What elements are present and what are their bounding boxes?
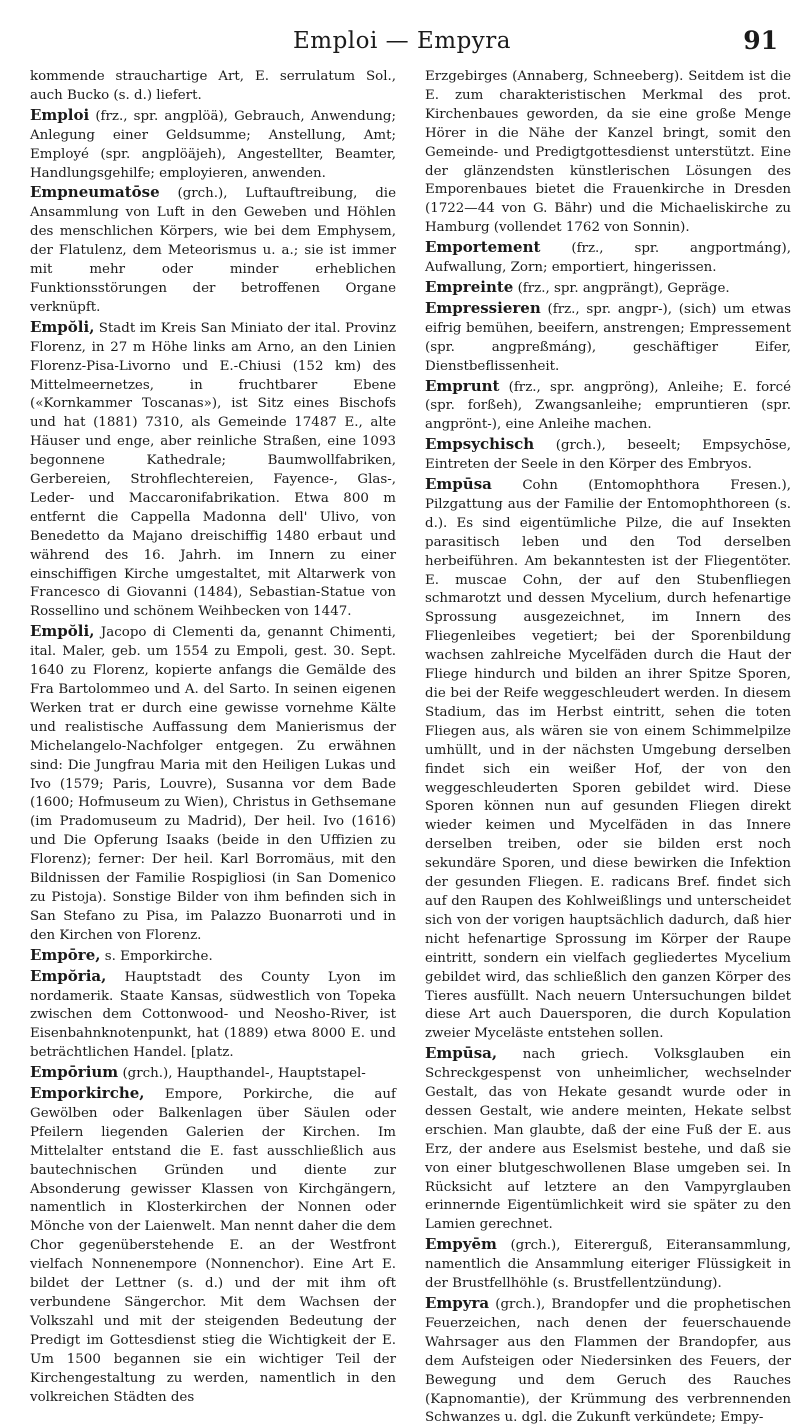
entry-headword: Empōre, bbox=[30, 945, 101, 964]
entry-headword: Empyēm bbox=[425, 1235, 497, 1254]
entry-text: (grch.), Haupthandel-, Hauptstapel- bbox=[118, 1066, 366, 1082]
entry-text: Hauptstadt des County Lyon im nordamerik. Staate Kansas, südwestlich von Topeka zwischen dem Cottonwood- und Neosho-River, ist Eisenbahnknotenpunkt, hat (1889) etwa 8000 E. und beträchtlichen Handel. [platz. bbox=[30, 969, 396, 1061]
dictionary-entry bbox=[30, 318, 396, 623]
dictionary-entry bbox=[425, 435, 791, 475]
entry-headword: Empreinte bbox=[425, 277, 514, 296]
entry-headword: Emportement bbox=[425, 238, 541, 257]
page-header bbox=[24, 24, 780, 58]
dictionary-entry bbox=[425, 475, 791, 1044]
dictionary-entry bbox=[425, 1235, 791, 1294]
dictionary-entry bbox=[425, 278, 791, 299]
entry-text: (grch.), Brandopfer und die prophetischen Feuerzeichen, nach denen der feuerschauende Wahrsager aus den Flammen der Brandopfer, aus dem Aufsteigen oder Niedersinken des Feuers, der Bewegung und dem Geruch des Rauches (Kapnomantie), der Krümmung des verbrennenden Schwanzes u. dgl. die Zukunft verkündete; Empy- bbox=[425, 1297, 791, 1426]
entry-headword: Empyra bbox=[425, 1294, 490, 1312]
entry-headword: Empressieren bbox=[425, 298, 541, 317]
entry-headword: Emporkirche, bbox=[30, 1084, 145, 1103]
dictionary-entry bbox=[30, 183, 396, 317]
left-column bbox=[30, 66, 396, 1405]
entry-text: (frz., spr. angprängt), Gepräge. bbox=[513, 280, 730, 296]
dictionary-entry bbox=[425, 377, 791, 436]
entry-text: (grch.), Eitererguß, Eiteransammlung, namentlich die Ansammlung eiteriger Flüssigkeit in der Brustfellhöhle (s. Brustfellentzündung). bbox=[425, 1238, 791, 1292]
right-column bbox=[425, 66, 791, 1426]
entry-text: (grch.), Luftauftreibung, die Ansammlung von Luft in den Geweben und Höhlen des menschlichen Körpers, wie bei dem Emphysem, der Flatulenz, dem Meteorismus u. a.; sie ist immer mit mehr oder minder erheblichen Funktionsstörungen der betroffenen Organe verknüpft. bbox=[30, 186, 396, 315]
entry-text: Empore, Porkirche, die auf Gewölben oder Balkenlagen über Säulen oder Pfeilern liegenden Galerien der Kirchen. Im Mittelalter entstand die E. fast ausschließlich aus bautechnischen Gründen und diente zur Absonderung gewisser Klassen von Kirchgängern, namentlich in Klosterkirchen der Nonnen oder Mönche von der Laienwelt. Man nennt daher die dem Chor gegenüberstehende E. an der Westfront vielfach Nonnenempore (Nonnenchor). Eine Art E. bildet der Lettner (s. d.) und der mit ihm oft verbundene Sängerchor. Mit dem Wachsen der Volkszahl und mit der steigenden Bedeutung der Predigt im Gottesdienst stieg die Wichtigkeit der E. Um 1500 begannen sie ein wichtiger Teil der Kirchengestaltung zu werden, namentlich in den volkreichen Städten des bbox=[30, 1087, 396, 1405]
dictionary-entry bbox=[30, 66, 396, 106]
entry-text: (frz., spr. angpröng), Anleihe; E. forcé (spr. forßeh), Zwangsanleihe; empruntieren (spr. angprönt-), eine Anleihe machen. bbox=[425, 379, 791, 433]
dictionary-entry bbox=[425, 1294, 791, 1428]
dictionary-entry bbox=[30, 622, 396, 945]
entry-text: s. Emporkirche. bbox=[100, 948, 213, 964]
entry-headword: Emploi bbox=[30, 105, 90, 124]
entry-text: Stadt im Kreis San Miniato der ital. Provinz Florenz, in 27 m Höhe links am Arno, an den Linien Florenz-Pisa-Livorno und E.-Chiusi (152 km) des Mittelmeernetzes, in fruchtbarer Ebene («Kornkammer Toscanas»), ist Sitz eines Bischofs und hat (1881) 7310, als Gemeinde 17487 E., alte Häuser und enge, aber reinliche Straßen, eine 1093 begonnene Kathedrale; Baumwollfabriken, Gerbereien, Strohflechtereien, Fayence-, Glas-, Leder- und Maccaronifabrikation. Etwa 800 m entfernt die Cappella Madonna dell' Ulivo, von Benedetto da Majano dreischiffig 1480 erbaut und während des 16. Jahrh. im Innern zu einer einschiffigen Kirche umgestaltet, mit Altarwerk von Francesco di Giovanni (1484), Sebastian-Statue von Rossellino und schönem Weihbecken von 1447. bbox=[30, 320, 396, 620]
entry-text: Erzgebirges (Annaberg, Schneeberg). Seitdem ist die E. zum charakteristischen Merkmal des prot. Kirchenbaues geworden, da sie eine große Menge Hörer in die Nähe der Kanzel bringt, somit den Gemeinde- und Predigtgottesdienst unterstützt. Eine der glänzendsten künstlerischen Lösungen des Emporenbaues bietet die Frauenkirche in Dresden (1722—44 von G. Bähr) und die Michaeliskirche zu Hamburg (vollendet 1762 von Sonnin). bbox=[425, 69, 791, 236]
dictionary-entry bbox=[425, 238, 791, 278]
entry-headword: Empŏli, bbox=[30, 622, 95, 641]
dictionary-entry bbox=[30, 1084, 396, 1407]
column-divider bbox=[409, 66, 410, 1298]
dictionary-entry bbox=[30, 1063, 396, 1084]
entry-text: kommende strauchartige Art, E. serrulatum Sol., auch Bucko (s. d.) liefert. bbox=[30, 69, 396, 103]
entry-headword: Empŏli, bbox=[30, 317, 95, 336]
entry-text: (frz., spr. angplöä), Gebrauch, Anwendung; Anlegung einer Geldsumme; Anstellung, Amt; Employé (spr. angplöäjeh), Angestellter, Beamter, Handlungsgehilfe; employieren, anwenden. bbox=[30, 108, 396, 181]
entry-text: nach griech. Volksglauben ein Schreckgespenst von unheimlicher, wechselnder Gestalt, das von Hekate gesandt wurde oder in dessen Gestalt, wie andere meinten, Hekate selbst erschien. Man glaubte, daß der eine Fuß der E. aus Erz, der andere aus Eselsmist bestehe, und daß sie von einer blutgeschwollenen Blase umgeben sei. In Rücksicht auf letztere an den Vampyrglauben erinnernde Eigentümlichkeit wird sie später zu den Lamien gerechnet. bbox=[425, 1047, 791, 1233]
entry-text: (frz., spr. angportmáng), Aufwallung, Zorn; emportiert, hingerissen. bbox=[425, 241, 791, 276]
entry-text: Cohn (Entomophthora Fresen.), Pilzgattung aus der Familie der Entomophthoreen (s. d.). Es sind eigentümliche Pilze, die auf Insekten parasitisch leben und den Tod derselben herbeiführen. Am bekanntesten ist der Fliegentöter. E. muscae Cohn, der auf den Stubenfliegen schmarotzt und dessen Mycelium, durch hefenartige Sprossung ausgezeichnet, im Innern des Fliegenleibes vegetiert; bei der Sporenbildung wachsen zahlreiche Mycelfäden durch die Haut der Fliege hindurch und bilden an ihrer Spitze Sporen, die bei der Reife weggeschleudert werden. In diesem Stadium, das im Herbst eintritt, sehen die toten Fliegen aus, als wären sie von einem Schimmelpilze umhüllt, und in der nächsten Umgebung derselben findet sich ein weißer Hof, der von den weggeschleuderten Sporen gebildet wird. Diese Sporen können nun auf gesunden Fliegen direkt wieder keimen und Mycelfäden in das Innere derselben treiben, oder sie bilden erst noch sekundäre Sporen, und diese bewirken die Infektion der gesunden Fliegen. E. radicans Bref. findet sich auf den Raupen des Kohlweißlings und unterscheidet sich von der vorigen hauptsächlich dadurch, daß hier nicht hefenartige Sprossung im Körper der Raupe eintritt, sondern ein vielfach gegliedertes Mycelium gebildet wird, das schließlich den ganzen Körper des Tieres ausfüllt. Nach neuern Untersuchungen bildet diese Art auch Dauersporen, die durch Kopulation zweier Myceläste entstehen sollen. bbox=[425, 478, 791, 1042]
dictionary-entry bbox=[425, 299, 791, 377]
dictionary-entry bbox=[425, 1044, 791, 1235]
entry-headword: Empneumatōse bbox=[30, 183, 160, 202]
entry-text: Jacopo di Clementi da, genannt Chimenti, ital. Maler, geb. um 1554 zu Empoli, gest. 30. Sept. 1640 zu Florenz, kopierte anfangs die Gemälde des Fra Bartolommeo und A. del Sarto. In seinen eigenen Werken trat er durch eine gewisse vornehme Kälte und realistische Auffassung dem Manierismus der Michelangelo-Nachfolger entgegen. Zu erwähnen sind: Die Jungfrau Maria mit den Heiligen Lukas und Ivo (1579; Paris, Louvre), Susanna vor dem Bade (1600; Hofmuseum zu Wien), Christus in Gethsemane (im Pradomuseum zu Madrid), Der heil. Ivo (1616) und Die Opferung Isaaks (beide in den Uffizien zu Florenz); ferner: Der heil. Karl Borromäus, mit den Bildnissen der Familie Rospigliosi (in San Domenico zu Pistoja). Sonstige Bilder von ihm befinden sich in San Stefano zu Pisa, im Palazzo Buonarroti und in den Kirchen von Florenz. bbox=[30, 625, 396, 943]
dictionary-entry bbox=[425, 66, 791, 238]
dictionary-entry bbox=[30, 967, 396, 1064]
page-number: 91 bbox=[743, 26, 778, 55]
running-title: Emploi — Empyra bbox=[292, 28, 512, 54]
dictionary-entry bbox=[30, 106, 396, 184]
entry-headword: Empōrium bbox=[30, 1063, 119, 1082]
entry-headword: Empūsa, bbox=[425, 1044, 498, 1063]
entry-text: (grch.), beseelt; Empsychōse, Eintreten der Seele in den Körper des Embryos. bbox=[425, 438, 791, 473]
entry-headword: Empsychisch bbox=[425, 435, 535, 454]
dictionary-entry bbox=[30, 946, 396, 967]
entry-headword: Emprunt bbox=[425, 376, 500, 395]
entry-headword: Empŏria, bbox=[30, 966, 107, 985]
entry-headword: Empūsa bbox=[425, 475, 492, 494]
entry-text: (frz., spr. angpr-), (sich) um etwas eifrig bemühen, beeifern, anstrengen; Empressement (spr. angpreßmáng), geschäftiger Eifer, Dienstbeflissenheit. bbox=[425, 301, 791, 374]
